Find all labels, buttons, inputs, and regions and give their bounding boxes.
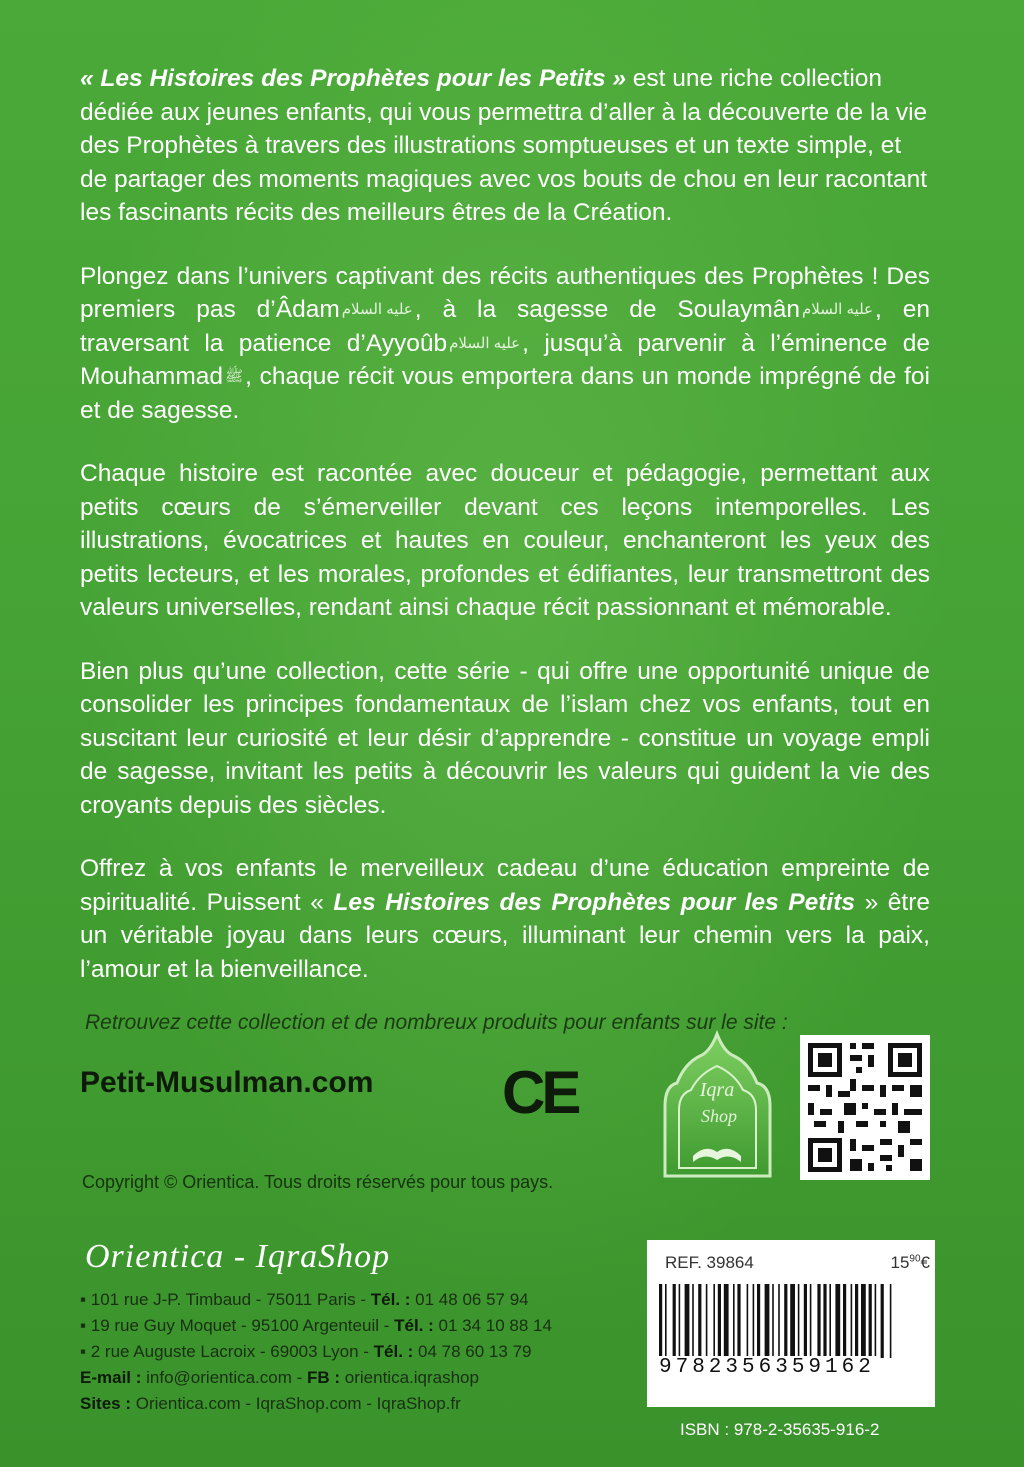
tel-number: 04 78 60 13 79 [413, 1342, 532, 1361]
collection-title: « Les Histoires des Prophètes pour les Petits » [80, 65, 626, 92]
retrouvez-line: Retrouvez cette collection et de nombreux produits pour enfants sur le site : [85, 1011, 788, 1034]
address-text: 19 rue Guy Moquet - 95100 Argenteuil - [90, 1316, 395, 1335]
copyright-notice: Copyright © Orientica. Tous droits réservés pour tous pays. [82, 1172, 554, 1192]
paragraph-2-text-e: , chaque récit vous emportera dans un monde imprégné de foi et de sagesse. [80, 363, 930, 424]
tel-label: Tél. : [394, 1316, 434, 1335]
address-row: ▪ 2 rue Auguste Lacroix - 69003 Lyon - Tél. : 04 78 60 13 79 [80, 1342, 532, 1361]
paragraph-1 [80, 62, 930, 230]
paragraph-3: Chaque histoire est racontée avec douceur et pédagogie, permettant aux petits cœurs de s’émerveiller devant ces leçons intemporelles. Les illustrations, évocatrices et hautes en couleur, enchanteront les yeux des petits lecteurs, et les morales, profondes et édifiantes, leur transmettront des valeurs universelles, rendant ainsi chaque récit passionnant et mémorable. [80, 460, 930, 621]
sites-value[interactable]: Orientica.com - IqraShop.com - IqraShop.fr [131, 1394, 461, 1413]
honorific-glyph: ﷺ [224, 368, 244, 385]
paragraph-5-text-b: » être un véritable joyau dans leurs cœurs, illuminant leur chemin vers la paix, l’amour et la bienveillance. [80, 888, 930, 983]
tel-number: 01 34 10 88 14 [433, 1316, 552, 1335]
price-currency: € [920, 1253, 930, 1272]
email-row [80, 1365, 640, 1391]
honorific-glyph: عليه السلام [341, 301, 413, 318]
price [890, 1253, 930, 1273]
ce-mark-icon: CE [502, 1059, 578, 1126]
address-row: ▪ 19 rue Guy Moquet - 95100 Argenteuil - Tél. : 01 34 10 88 14 [80, 1316, 552, 1335]
sites-row [80, 1391, 640, 1417]
tel-label: Tél. : [373, 1342, 414, 1361]
paragraph-2-text-d: , jusqu’à parvenir à l’éminence de Mouhammad [80, 329, 930, 390]
honorific-glyph: عليه السلام [449, 334, 521, 352]
barcode-digits: 9782356359162 [659, 1356, 875, 1379]
paragraph-4: Bien plus qu’une collection, cette série - qui offre une opportunité unique de consolider les principes fondamentaux de l’islam chez vos enfants, tout en suscitant leur curiosité et leur désir d’apprendre - constitue un voyage empli de sagesse, invitant les petits à découvrir les valeurs qui guident la vie des croyants depuis des siècles. [80, 657, 930, 819]
address-text: 101 rue J-P. Timbaud - 75011 Paris - [90, 1290, 371, 1309]
paragraph-2-text-b: , à la sagesse de Soulaymân [414, 296, 800, 323]
price-main: 15 [890, 1253, 910, 1272]
paragraph-2 [80, 260, 930, 428]
reference-number: REF. 39864 [665, 1253, 754, 1272]
paragraph-2-text-a: Plongez dans l’univers captivant des récits authentiques des Prophètes ! Des premiers pas d’Âdam [80, 262, 930, 323]
tel-label: Tél. : [370, 1290, 411, 1309]
logo-text-iqra: Iqra [699, 1079, 735, 1101]
collection-title-inline: Les Histoires des Prophètes pour les Petits [333, 888, 856, 916]
tel-number: 01 48 06 57 94 [410, 1290, 529, 1309]
honorific-glyph: عليه السلام [801, 301, 873, 318]
fb-value[interactable]: orientica.iqrashop [340, 1368, 479, 1387]
iqrashop-logo [655, 1028, 780, 1178]
isbn: ISBN : 978-2-35635-916-2 [680, 1420, 880, 1439]
sites-label: Sites : [80, 1394, 132, 1413]
address-row: ▪ 101 rue J-P. Timbaud - 75011 Paris - Tél. : 01 48 06 57 94 [80, 1290, 529, 1309]
paragraph-5-text-a: Offrez à vos enfants le merveilleux cadeau d’une éducation empreinte de spiritualité. Puissent « [80, 855, 930, 916]
paragraph-5 [80, 852, 930, 986]
email-value[interactable]: info@orientica.com - [141, 1368, 307, 1387]
fb-label: FB : [307, 1368, 341, 1387]
paragraph-2-text-c: , en traversant la patience d’Ayyoûb [80, 296, 930, 357]
publisher-brand: Orientica - IqraShop [85, 1238, 391, 1275]
website-link[interactable]: Petit-Musulman.com [80, 1066, 374, 1099]
publisher-contact [80, 1287, 640, 1417]
price-cents: 90 [909, 1253, 921, 1265]
paragraph-1-text: est une riche collection dédiée aux jeunes enfants, qui vous permettra d’aller à la découverte de la vie des Prophètes à travers des illustrations somptueuses et un texte simple, et de partager des moments magiques avec vos bouts de chou en leur racontant les fascinants récits des meilleurs êtres de la Création. [80, 65, 928, 226]
email-label: E-mail : [80, 1368, 142, 1387]
logo-text-shop: Shop [701, 1106, 737, 1126]
description-text [80, 62, 930, 1016]
address-text: 2 rue Auguste Lacroix - 69003 Lyon - [90, 1342, 374, 1361]
qr-code [800, 1035, 930, 1180]
ref-price-row [665, 1253, 930, 1273]
